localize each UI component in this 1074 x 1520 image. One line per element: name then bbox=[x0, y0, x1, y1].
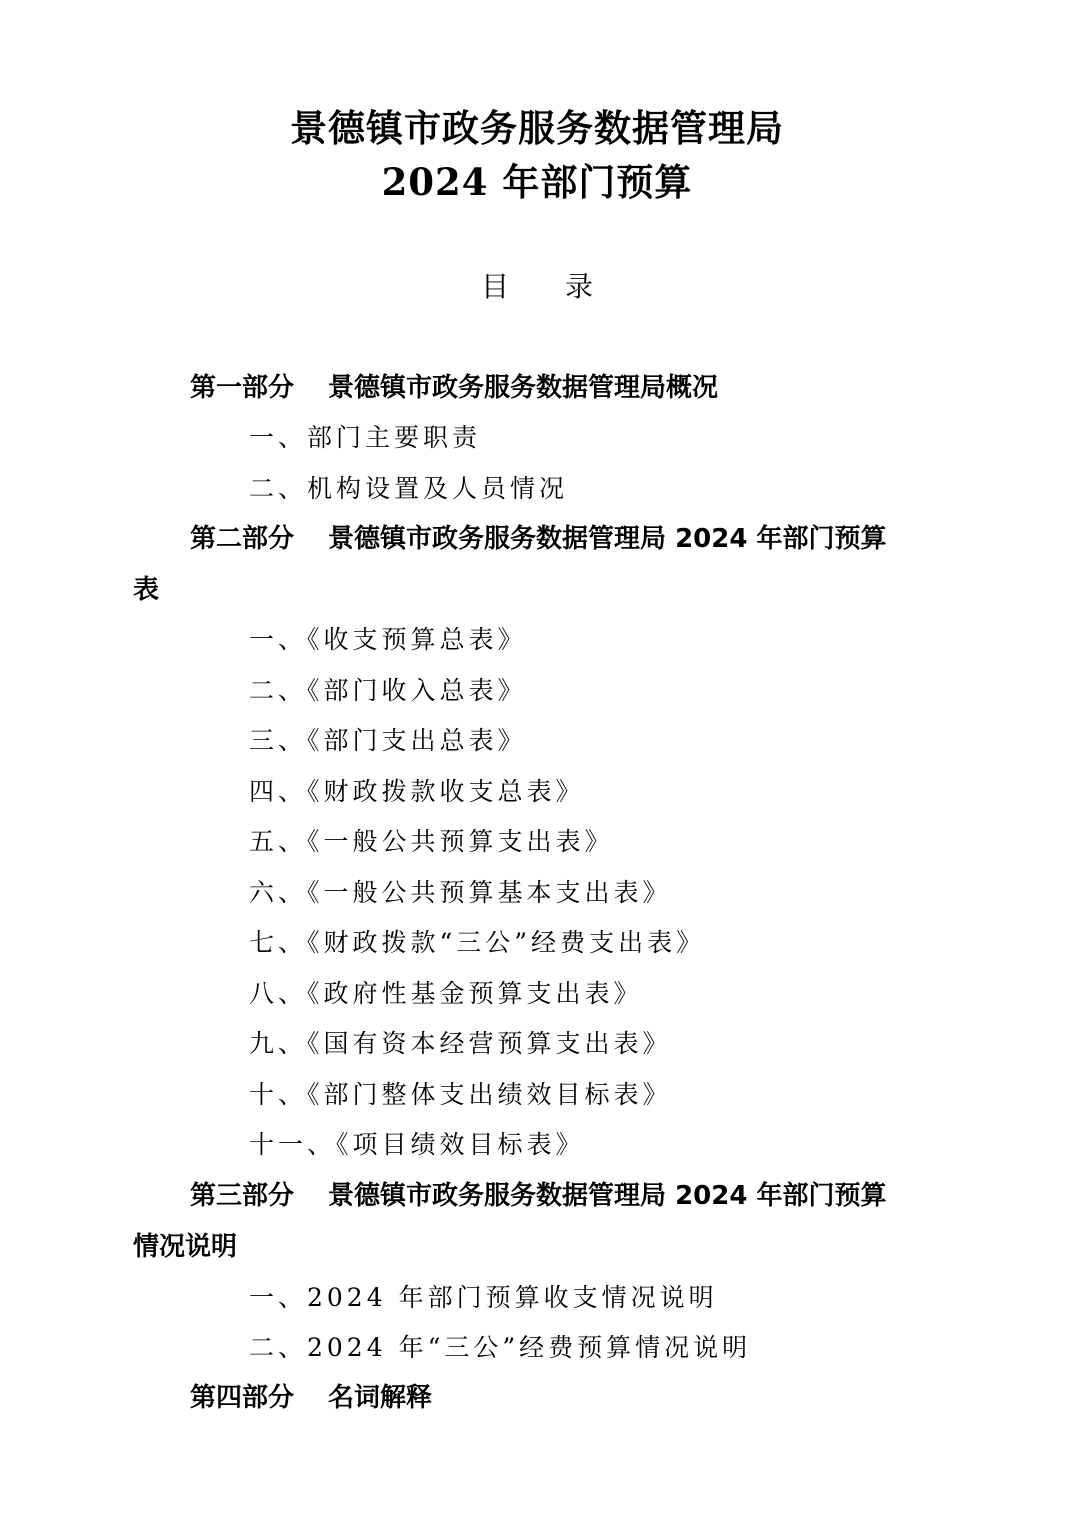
part-1-title: 景德镇市政务服务数据管理局概况 bbox=[328, 373, 719, 403]
toc-heading bbox=[0, 270, 1074, 304]
document-title-line-2: 2024 年部门预算 bbox=[381, 160, 693, 204]
toc-heading-right: 录 bbox=[565, 270, 594, 303]
toc-item-2-11: 十一、《项目绩效目标表》 bbox=[249, 1130, 585, 1159]
toc-item-2-4: 四、《财政拨款收支总表》 bbox=[249, 777, 585, 806]
part-2-title-wrap: 表 bbox=[133, 575, 160, 605]
toc-heading-left: 目 bbox=[480, 270, 509, 303]
toc-item-2-1: 一、《收支预算总表》 bbox=[249, 625, 527, 654]
toc-item-3-1: 一、2024 年部门预算收支情况说明 bbox=[249, 1283, 718, 1312]
part-4-title: 名词解释 bbox=[328, 1383, 433, 1413]
part-2-label: 第二部分 bbox=[190, 524, 295, 554]
toc-item-2-7: 七、《财政拨款“三公”经费支出表》 bbox=[249, 928, 706, 957]
part-3-title: 景德镇市政务服务数据管理局 2024 年部门预算 bbox=[328, 1181, 887, 1211]
toc-part-4 bbox=[190, 1381, 950, 1415]
toc-item-2-10: 十、《部门整体支出绩效目标表》 bbox=[249, 1080, 672, 1109]
toc-item-2-6: 六、《一般公共预算基本支出表》 bbox=[249, 878, 672, 907]
toc-item-3-2: 二、2024 年“三公”经费预算情况说明 bbox=[249, 1333, 752, 1362]
toc-item-2-3: 三、《部门支出总表》 bbox=[249, 726, 527, 755]
part-1-label: 第一部分 bbox=[190, 373, 295, 403]
toc-item-2-5: 五、《一般公共预算支出表》 bbox=[249, 827, 614, 856]
part-2-title: 景德镇市政务服务数据管理局 2024 年部门预算 bbox=[328, 524, 887, 554]
document-title-line-1: 景德镇市政务服务数据管理局 bbox=[290, 106, 784, 150]
toc-item-1-1: 一、部门主要职责 bbox=[249, 423, 482, 452]
part-4-label: 第四部分 bbox=[190, 1383, 295, 1413]
toc-item-1-2: 二、机构设置及人员情况 bbox=[249, 474, 569, 503]
toc-item-2-8: 八、《政府性基金预算支出表》 bbox=[249, 979, 643, 1008]
part-3-title-wrap: 情况说明 bbox=[133, 1232, 238, 1262]
toc-part-1 bbox=[190, 371, 950, 405]
toc-item-2-9: 九、《国有资本经营预算支出表》 bbox=[249, 1029, 672, 1058]
toc-part-3 bbox=[190, 1179, 950, 1213]
part-3-label: 第三部分 bbox=[190, 1181, 295, 1211]
toc-item-2-2: 二、《部门收入总表》 bbox=[249, 676, 527, 705]
toc-part-2 bbox=[190, 522, 950, 556]
